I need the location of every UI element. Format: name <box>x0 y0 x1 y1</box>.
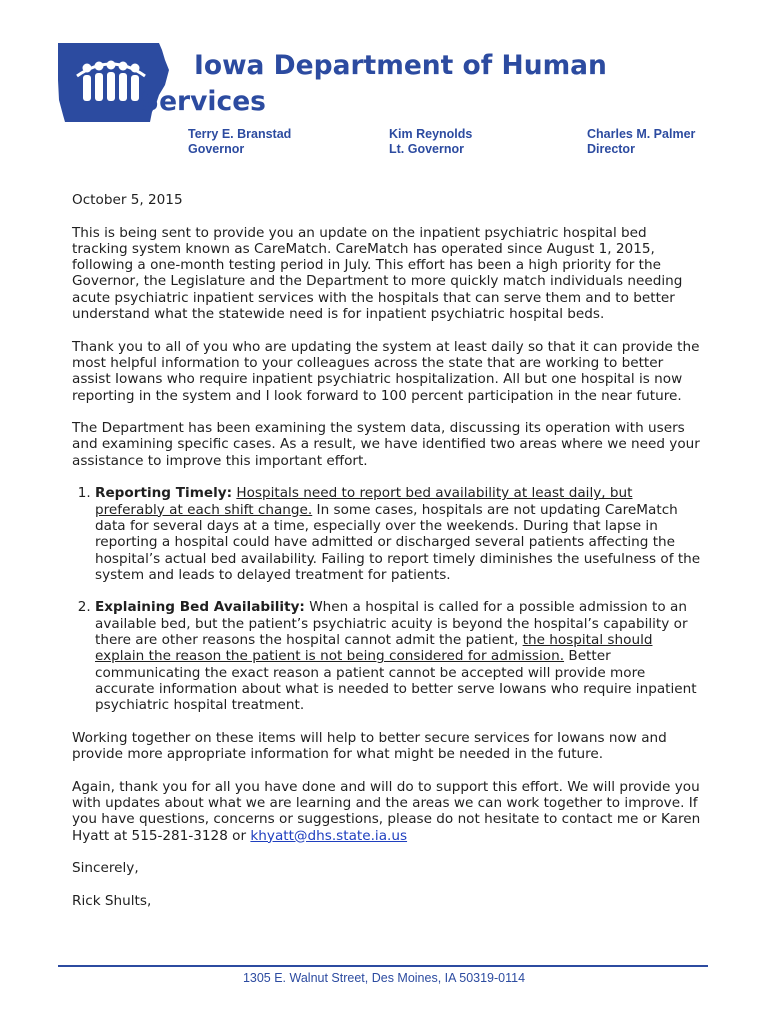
action-item-explaining-bed-availability <box>95 599 704 713</box>
official-director <box>587 127 695 157</box>
paragraph-3: The Department has been examining the system data, discussing its operation with users and examining specific cases. As a result, we have identified two areas where we need your assistance to improve this important effort. <box>72 420 700 469</box>
official-name: Terry E. Branstad <box>188 127 292 141</box>
item-underlined-text: Hospitals need to report bed availability at least daily, but preferably at each shift change. <box>95 485 633 518</box>
action-item-reporting-timely <box>95 485 704 583</box>
signature-name: Rick Shults, <box>72 892 152 909</box>
paragraph-5-text: Again, thank you for all you have done and will do to support this effort. We will provide you with updates about what we are learning and the areas we can work together to improve. If you have questions, concerns or suggestions, please do not hesitate to contact me or Karen Hyatt at 515-281-3128 or <box>72 778 701 844</box>
official-name: Kim Reynolds <box>389 127 473 141</box>
official-role: Governor <box>188 142 245 156</box>
official-lt-governor <box>389 127 472 157</box>
letter-body <box>72 192 704 925</box>
item-text-before: When a hospital is called for a possible admission to an available bed, but the patient’s psychiatric acuity is beyond the hospital’s capability or there are other reasons the hospital cannot admit the patient, <box>95 599 688 649</box>
email-link[interactable]: khyatt@dhs.state.ia.us <box>250 827 408 844</box>
item-text-after: Better communicating the exact reason a patient cannot be accepted will provide more accurate information about what is needed to better serve Iowans who require inpatient psychiatric hospital treatment. <box>95 648 697 714</box>
officials-row <box>0 127 768 161</box>
letter-date: October 5, 2015 <box>72 192 183 208</box>
paragraph-4: Working together on these items will help to better secure services for Iowans now and provide more appropriate information for what might be needed in the future. <box>72 729 667 763</box>
department-title: Iowa Department of Human Services <box>140 50 607 117</box>
official-role: Director <box>587 142 635 156</box>
action-items-list <box>72 485 704 713</box>
item-heading: Reporting Timely: <box>95 485 233 502</box>
closing: Sincerely, <box>72 860 139 877</box>
official-name: Charles M. Palmer <box>587 127 696 141</box>
official-governor <box>188 127 291 157</box>
paragraph-5 <box>72 779 704 844</box>
item-underlined-text: the hospital should explain the reason the patient is not being considered for admission. <box>95 632 653 665</box>
item-text: In some cases, hospitals are not updating CareMatch data for several days at a time, especially over the weekends. During that lapse in reporting a hospital could have admitted or discharged several patients affecting the hospital’s actual bed availability. Failing to report timely diminishes the usefulness of the system and leads to delayed treatment for patients. <box>95 501 701 583</box>
paragraph-1: This is being sent to provide you an update on the inpatient psychiatric hospital bed tracking system known as CareMatch. CareMatch has operated since August 1, 2015, following a one-month testing period in July. This effort has been a high priority for the Governor, the Legislature and the Department to more quickly match individuals needing acute psychiatric inpatient services with the hospitals that can serve them and to better understand what the statewide need is for inpatient psychiatric hospital beds. <box>72 224 683 323</box>
official-role: Lt. Governor <box>389 142 465 156</box>
footer-divider <box>58 965 708 967</box>
paragraph-2: Thank you to all of you who are updating the system at least daily so that it can provide the most helpful information to your colleagues across the state that are working to better assist Iowans who require inpatient psychiatric hospitalization. All but one hospital is now reporting in the system and I look forward to 100 percent participation in the near future. <box>72 338 700 404</box>
footer-address: 1305 E. Walnut Street, Des Moines, IA 50319-0114 <box>242 971 526 985</box>
item-heading: Explaining Bed Availability: <box>95 599 305 616</box>
